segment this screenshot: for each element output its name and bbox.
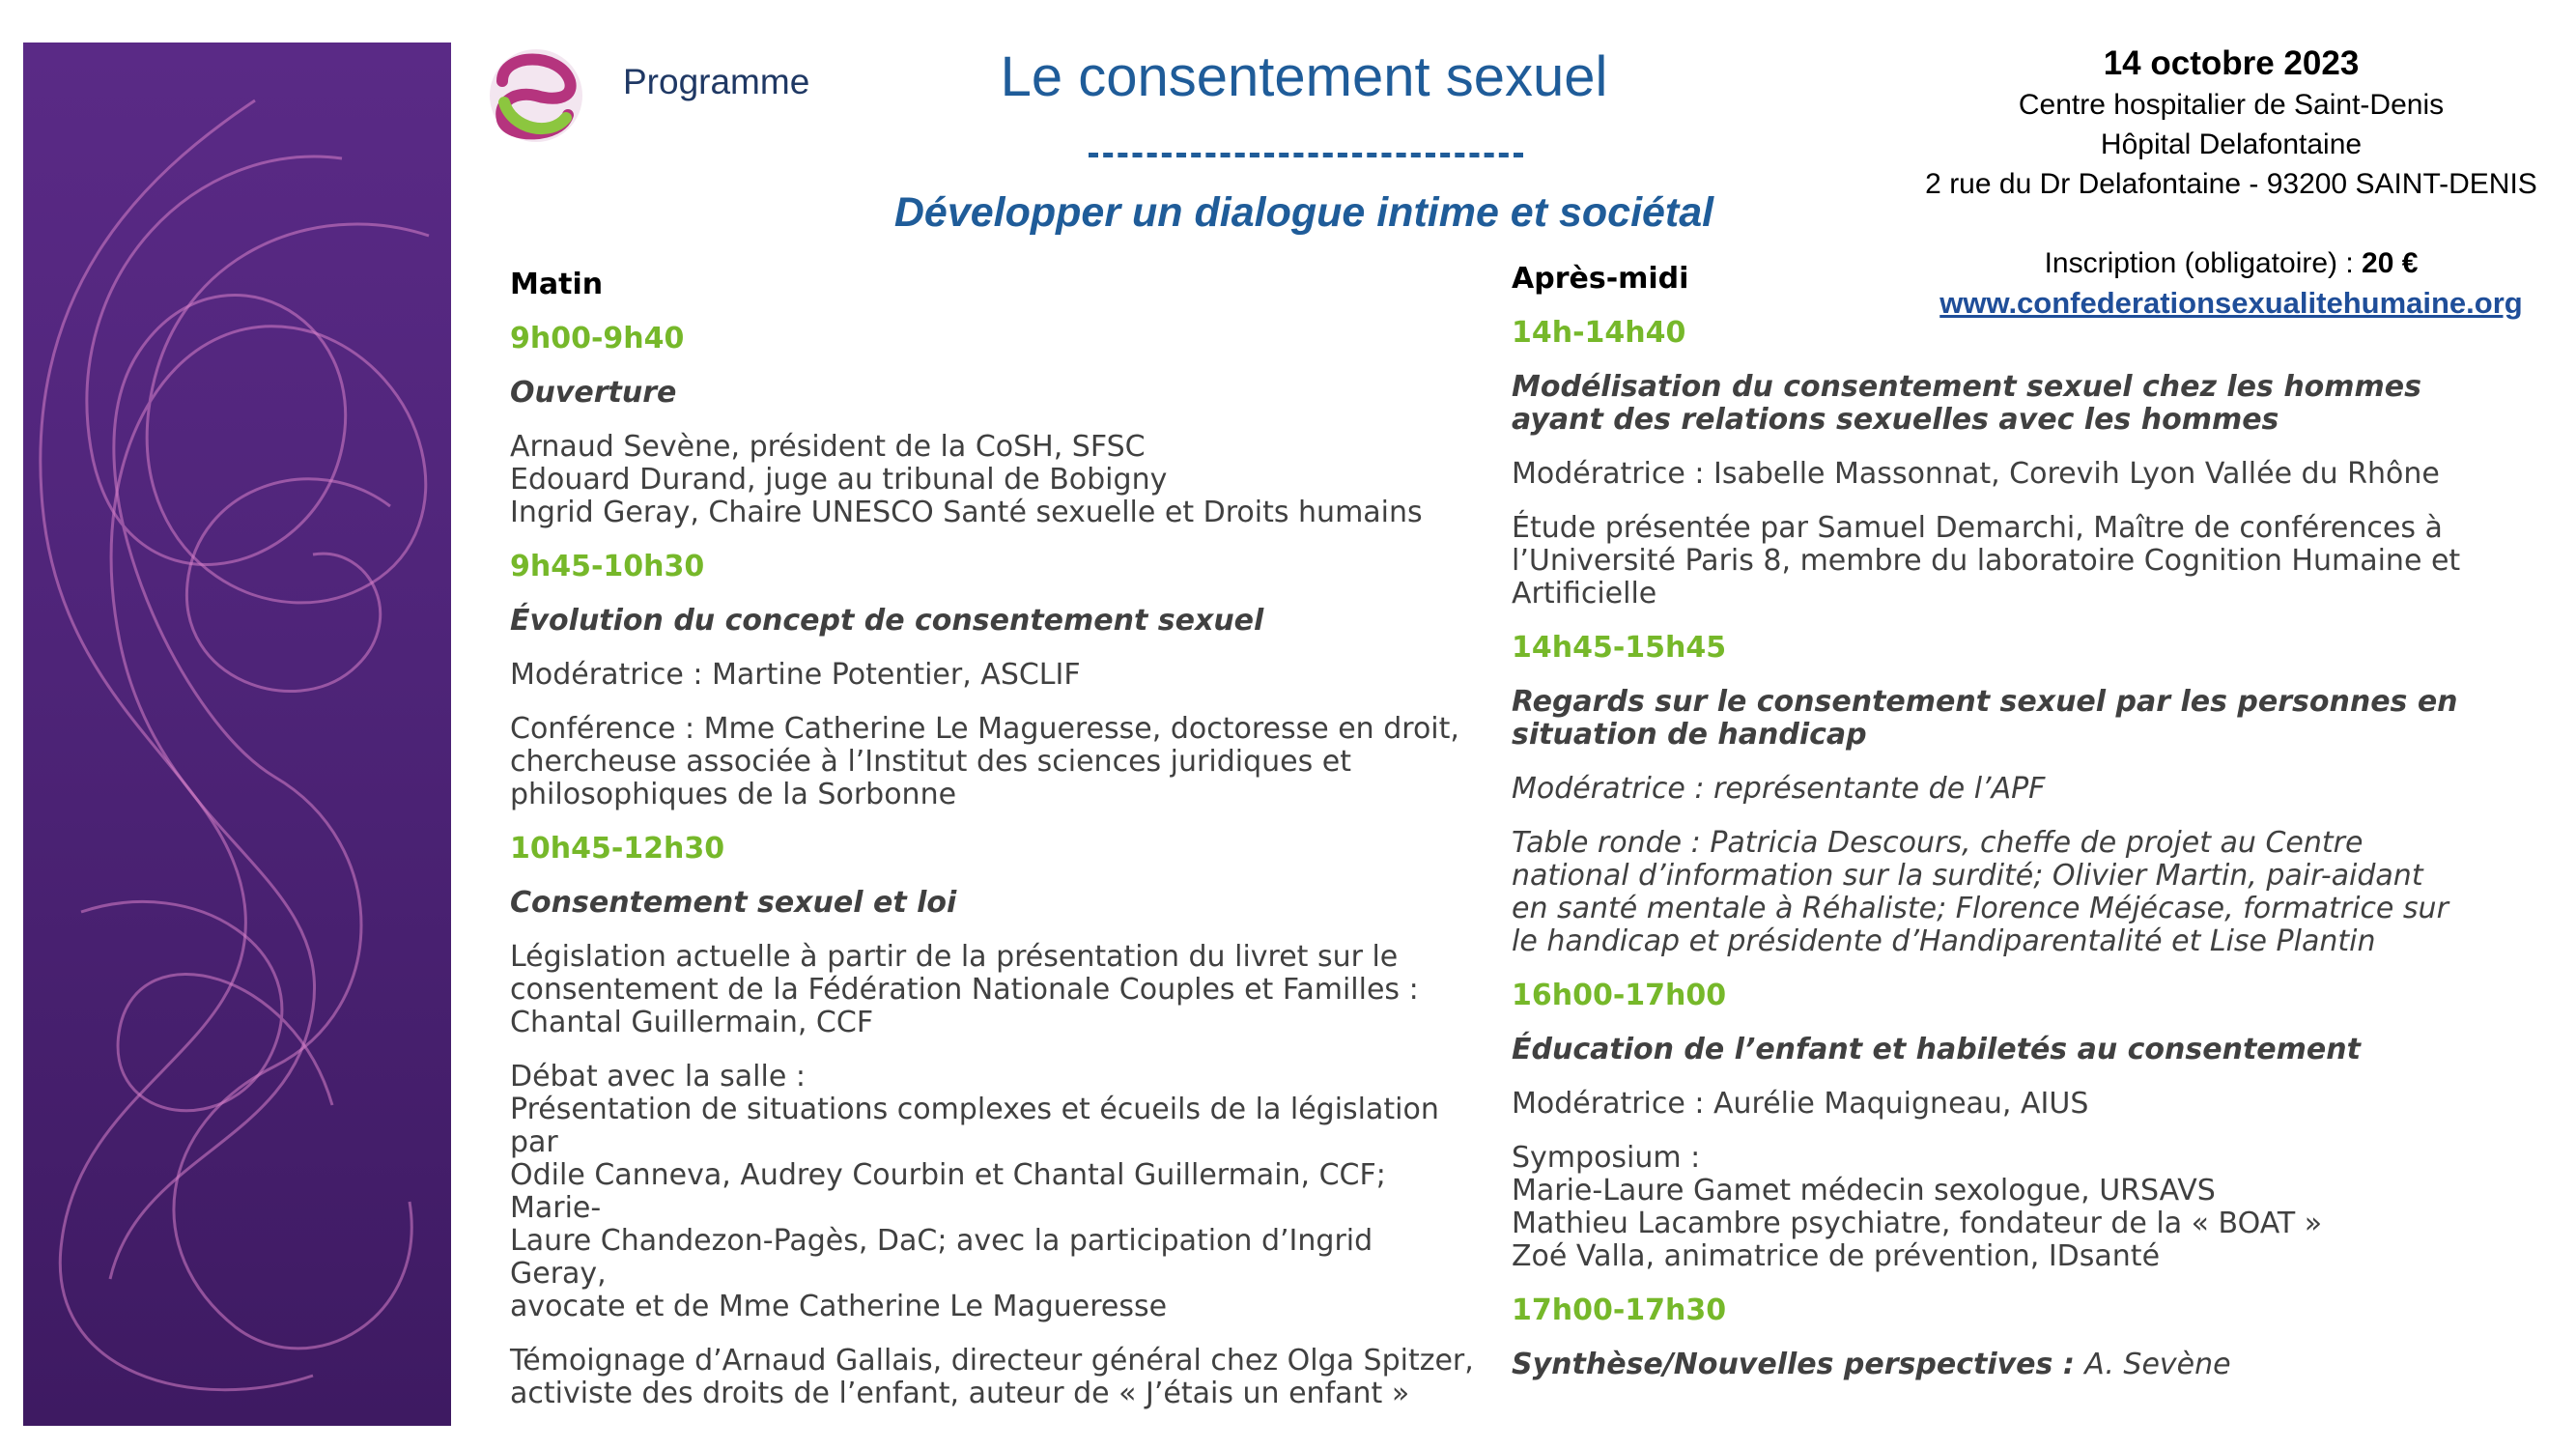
title-line: Modélisation du consentement sexuel chez les hommes	[1512, 370, 2422, 404]
text-line: le handicap et présidente d’Handiparentalité et Lise Plantin	[1512, 924, 2376, 958]
session-debate	[510, 1061, 1476, 1323]
text-line: national d’information sur la surdité; Olivier Martin, pair-aidant	[1512, 859, 2423, 893]
text-line: activiste des droits de l’enfant, auteur de « J’étais un enfant »	[510, 1377, 1410, 1410]
text-line: Table ronde : Patricia Descours, cheffe de projet au Centre	[1512, 826, 2364, 860]
speaker-line: Edouard Durand, juge au tribunal de Bobigny	[510, 463, 1168, 497]
venue-line-2: Hôpital Delafontaine	[2100, 128, 2363, 160]
session-time: 10h45-12h30	[510, 832, 725, 866]
session-title	[1512, 686, 2535, 752]
session-title	[1512, 371, 2535, 437]
session-time: 9h00-9h40	[510, 322, 685, 355]
title-line: ayant des relations sexuelles avec les hommes	[1512, 403, 2279, 437]
session-title: Consentement sexuel et loi	[510, 886, 957, 920]
session-study	[1512, 512, 2535, 611]
session-roundtable	[1512, 827, 2535, 958]
text-line: Étude présentée par Samuel Demarchi, Maître de conférences à	[1512, 511, 2443, 545]
session-conference	[510, 713, 1476, 811]
afternoon-column	[1512, 263, 2535, 1403]
text-line: Chantal Guillermain, CCF	[510, 1006, 874, 1039]
session-time: 16h00-17h00	[1512, 979, 1727, 1012]
speaker-line: Ingrid Geray, Chaire UNESCO Santé sexuelle et Droits humains	[510, 496, 1423, 529]
registration-price: 20 €	[2362, 247, 2419, 279]
venue-line-1: Centre hospitalier de Saint-Denis	[2018, 89, 2445, 121]
session-speakers	[510, 431, 1476, 529]
title-line: Regards sur le consentement sexuel par les personnes en	[1512, 685, 2458, 719]
text-line: Débat avec la salle :	[510, 1060, 806, 1094]
program-label: Programme	[623, 62, 810, 101]
session-time: 14h45-15h45	[1512, 631, 1727, 665]
text-line: Zoé Valla, animatrice de prévention, IDsanté	[1512, 1239, 2161, 1273]
text-line: Présentation de situations complexes et écueils de la législation par	[510, 1093, 1439, 1159]
session-moderator: Modératrice : Martine Potentier, ASCLIF	[510, 658, 1081, 692]
session-time: 17h00-17h30	[1512, 1293, 1727, 1327]
title-divider	[1089, 153, 1523, 165]
session-legislation	[510, 941, 1476, 1039]
text-line: en santé mentale à Réhaliste; Florence Méjécase, formatrice sur	[1512, 892, 2449, 925]
venue-address: 2 rue du Dr Delafontaine - 93200 SAINT-DENIS	[1925, 168, 2537, 200]
text-line: consentement de la Fédération Nationale Couples et Familles :	[510, 973, 1419, 1007]
website-link[interactable]: www.confederationsexualitehumaine.org	[1939, 286, 2523, 320]
session-title	[1512, 1349, 2535, 1381]
text-line: Témoignage d’Arnaud Gallais, directeur général chez Olga Spitzer,	[510, 1344, 1474, 1378]
page-title: Le consentement sexuel	[1000, 45, 1608, 108]
event-date: 14 octobre 2023	[2103, 44, 2360, 82]
session-testimony	[510, 1345, 1476, 1410]
ribbon-illustration	[23, 43, 451, 1426]
morning-heading: Matin	[510, 268, 604, 301]
text-line: l’Université Paris 8, membre du laboratoire Cognition Humaine et	[1512, 544, 2461, 578]
text-line: philosophiques de la Sorbonne	[510, 778, 957, 811]
text-line: Marie-Laure Gamet médecin sexologue, URSAVS	[1512, 1174, 2216, 1208]
text-line: chercheuse associée à l’Institut des sciences juridiques et	[510, 745, 1351, 779]
session-title: Éducation de l’enfant et habiletés au consentement	[1512, 1033, 2361, 1066]
session-moderator: Modératrice : Aurélie Maquigneau, AIUS	[1512, 1087, 2089, 1121]
text-line: Laure Chandezon-Pagès, DaC; avec la participation d’Ingrid Geray,	[510, 1224, 1373, 1291]
synthesis-title: Synthèse/Nouvelles perspectives :	[1512, 1348, 2085, 1381]
session-moderator: Modératrice : représentante de l’APF	[1512, 772, 2046, 806]
registration-label: Inscription (obligatoire) :	[2044, 247, 2363, 279]
session-title: Évolution du concept de consentement sexuel	[510, 604, 1264, 638]
session-time: 9h45-10h30	[510, 550, 705, 583]
speaker-line: Arnaud Sevène, président de la CoSH, SFSC	[510, 430, 1146, 464]
text-line: Artificielle	[1512, 577, 1657, 611]
afternoon-heading: Après-midi	[1512, 262, 1689, 296]
text-line: Conférence : Mme Catherine Le Magueresse, doctoresse en droit,	[510, 712, 1459, 746]
text-line: Mathieu Lacambre psychiatre, fondateur de la « BOAT »	[1512, 1207, 2323, 1240]
page-subtitle: Développer un dialogue intime et sociétal	[893, 189, 1714, 236]
session-title: Ouverture	[510, 376, 677, 410]
logo-icon	[483, 43, 589, 149]
title-line: situation de handicap	[1512, 718, 1867, 752]
decorative-banner	[23, 43, 451, 1426]
text-line: avocate et de Mme Catherine Le Magueresse	[510, 1290, 1168, 1323]
synthesis-speaker: A. Sevène	[2084, 1348, 2231, 1381]
session-moderator: Modératrice : Isabelle Massonnat, Corevih Lyon Vallée du Rhône	[1512, 457, 2440, 491]
text-line: Odile Canneva, Audrey Courbin et Chantal Guillermain, CCF; Marie-	[510, 1158, 1386, 1225]
morning-column	[510, 269, 1476, 1432]
session-time: 14h-14h40	[1512, 316, 1686, 350]
session-symposium	[1512, 1142, 2535, 1273]
text-line: Législation actuelle à partir de la présentation du livret sur le	[510, 940, 1399, 974]
text-line: Symposium :	[1512, 1141, 1701, 1175]
